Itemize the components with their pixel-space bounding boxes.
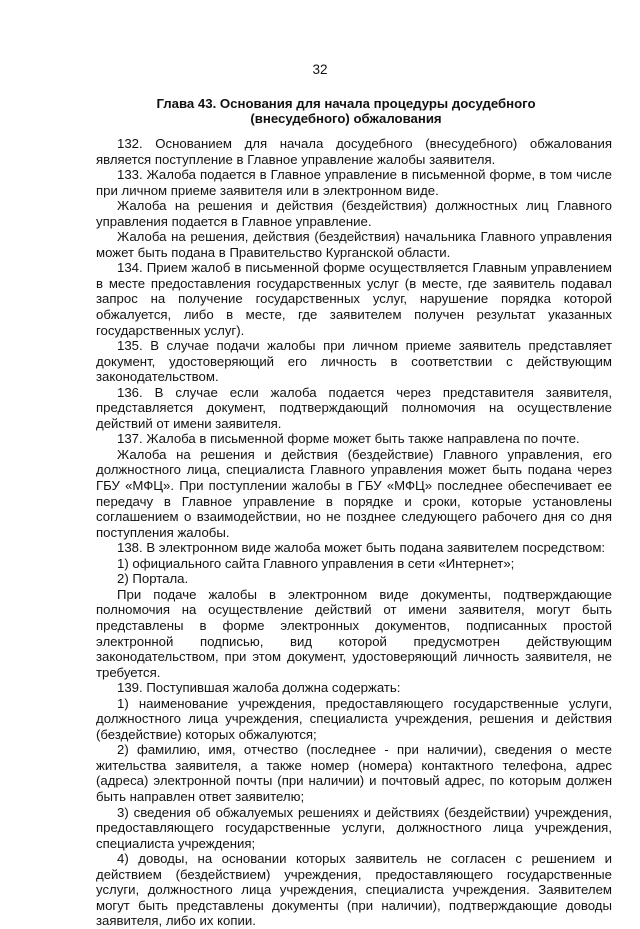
paragraph: 133. Жалоба подается в Главное управление в письменной форме, в том числе при личном приеме заявителя или в электронном виде. [96,167,612,198]
paragraph: 1) официального сайта Главного управления в сети «Интернет»; [117,555,515,571]
paragraph: 139. Поступившая жалоба должна содержать: [117,680,401,696]
paragraph: 138. В электронном виде жалоба может быть подана заявителем посредством: [117,540,606,556]
paragraph: 4) доводы, на основании которых заявитель не согласен с решением и действием (бездействием) учреждения, предоставляющего государственные услуги, должностного лица учреждения, специалиста учреждения. Заявителем могут быть представлены документы (при наличии), подтверждающие доводы заявителя, либо их копии. [96,851,612,929]
paragraph: 135. В случае подачи жалобы при личном приеме заявитель представляет документ, удостоверяющий его личность в соответствии с действующим законодательством. [96,338,612,385]
paragraph: 2) Портала. [117,571,189,587]
paragraph: 2) фамилию, имя, отчество (последнее - при наличии), сведения о месте жительства заявителя, а также номер (номера) контактного телефона, адрес (адреса) электронной почты (при наличии) и почтовый адрес, по которым должен быть направлен ответ заявителю; [96,742,612,804]
paragraph: 137. Жалоба в письменной форме может быть также направлена по почте. [117,431,580,447]
body-text [96,136,612,929]
chapter-title: Глава 43. Основания для начала процедуры досудебного (внесудебного) обжалования [156,96,536,127]
paragraph: 132. Основанием для начала досудебного (внесудебного) обжалования является поступление в Главное управление жалобы заявителя. [96,136,612,167]
paragraph: 1) наименование учреждения, предоставляющего государственные услуги, должностного лица учреждения, специалиста учреждения, решения и действия (бездействие) которых обжалуются; [96,695,612,742]
paragraph: 134. Прием жалоб в письменной форме осуществляется Главным управлением в месте предоставления государственных услуг (в месте, где заявитель подавал запрос на получение государственных услуг, нарушение порядка которой обжалуется, либо в месте, где заявителем получен результат указанных государственных услуг). [96,260,612,338]
paragraph: Жалоба на решения и действия (бездействия) должностных лиц Главного управления подается в Главное управление. [96,198,612,229]
paragraph: При подаче жалобы в электронном виде документы, подтверждающие полномочия на осуществление действий от имени заявителя, могут быть представлены в форме электронных документов, подписанных простой электронной подписью, вид которой предусмотрен действующим законодательством, при этом документ, удостоверяющий личность заявителя, не требуется. [96,586,612,680]
page-number: 32 [312,62,328,77]
paragraph: Жалоба на решения, действия (бездействия) начальника Главного управления может быть подана в Правительство Курганской области. [96,229,612,260]
paragraph: Жалоба на решения и действия (бездействие) Главного управления, его должностного лица, специалиста Главного управления может быть подана через ГБУ «МФЦ». При поступлении жалобы в ГБУ «МФЦ» последнее обеспечивает ее передачу в Главное управление в порядке и сроки, которые установлены соглашением о взаимодействии, но не позднее следующего рабочего дня со дня поступления жалобы. [96,446,612,540]
paragraph: 3) сведения об обжалуемых решениях и действиях (бездействии) учреждения, предоставляющего государственные услуги, должностного лица учреждения, специалиста учреждения; [96,804,612,851]
paragraph: 136. В случае если жалоба подается через представителя заявителя, представляется документ, подтверждающий полномочия на осуществление действий от имени заявителя. [96,384,612,431]
